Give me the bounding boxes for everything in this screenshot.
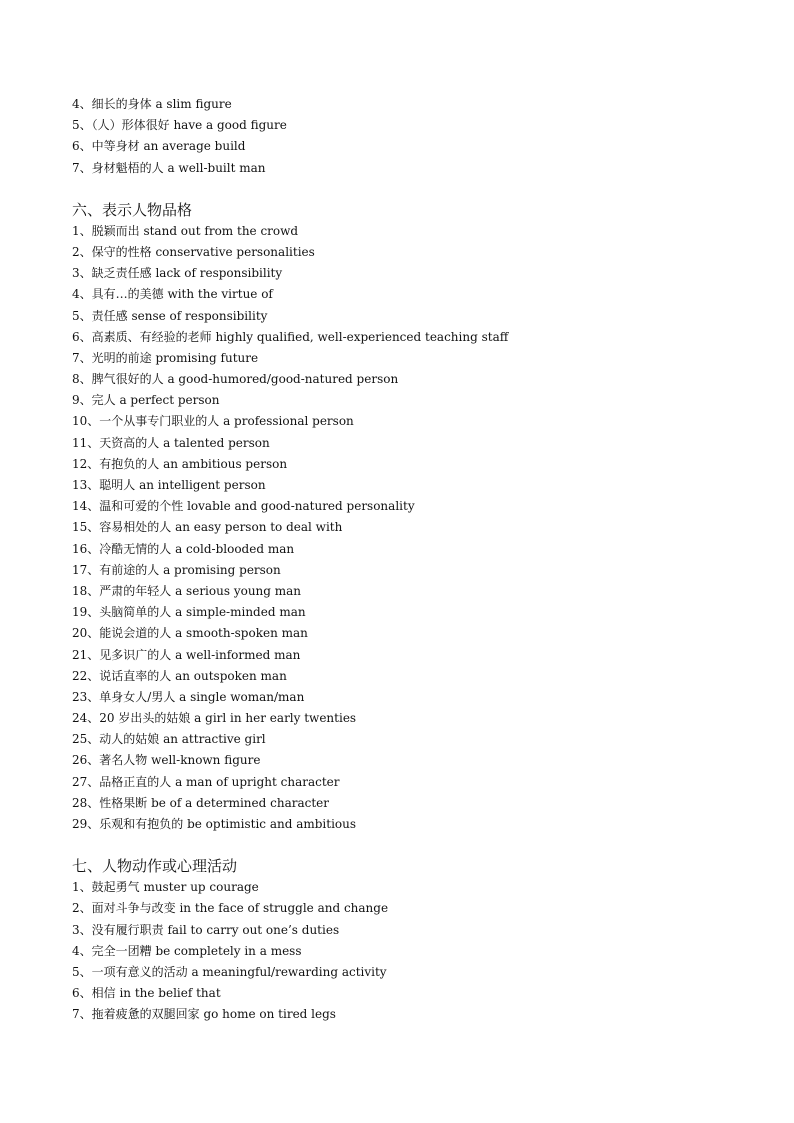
section7-heading: 七、人物动作或心理活动	[72, 857, 238, 876]
list-item: 4、完全一团糟 be completely in a mess	[72, 943, 302, 958]
list-item: 7、光明的前途 promising future	[72, 350, 259, 365]
list-item: 12、有抱负的人 an ambitious person	[72, 456, 288, 471]
list-item: 11、天资高的人 a talented person	[72, 435, 270, 450]
list-item: 3、没有履行职责 fail to carry out one’s duties	[72, 922, 340, 937]
list-item: 6、高素质、有经验的老师 highly qualified, well-experienced teaching staff	[72, 329, 509, 344]
list-item: 6、相信 in the belief that	[72, 986, 221, 1001]
list-item: 7、拖着疲惫的双腿回家 go home on tired legs	[72, 1007, 336, 1022]
list-item: 20、能说会道的人 a smooth-spoken man	[72, 626, 308, 641]
list-item: 9、完人 a perfect person	[72, 393, 220, 408]
list-item: 18、严肃的年轻人 a serious young man	[72, 583, 302, 598]
list-item: 16、冷酷无情的人 a cold-blooded man	[72, 541, 295, 556]
list-item: 4、具有…的美德 with the virtue of	[72, 287, 273, 302]
list-item: 4、细长的身体 a slim figure	[72, 97, 232, 111]
section-spacer	[72, 179, 732, 199]
list-item: 3、缺乏责任感 lack of responsibility	[72, 266, 283, 281]
list-item: 28、性格果断 be of a determined character	[72, 795, 329, 810]
list-item: 13、聪明人 an intelligent person	[72, 478, 266, 492]
list-item: 7、身材魁梧的人 a well-built man	[72, 160, 266, 175]
list-item: 6、中等身材 an average build	[72, 139, 246, 154]
list-item: 14、温和可爱的个性 lovable and good-natured personality	[72, 499, 415, 514]
list-item: 17、有前途的人 a promising person	[72, 562, 281, 577]
list-item: 21、见多识广的人 a well-informed man	[72, 647, 301, 662]
list-item: 8、脾气很好的人 a good-humored/good-natured person	[72, 372, 399, 387]
list-item: 27、品格正直的人 a man of upright character	[72, 774, 340, 789]
list-item: 26、著名人物 well-known figure	[72, 753, 261, 768]
list-item: 1、脱颖而出 stand out from the crowd	[72, 223, 299, 238]
list-item: 22、说话直率的人 an outspoken man	[72, 668, 287, 683]
list-item: 2、面对斗争与改变 in the face of struggle and change	[72, 901, 389, 916]
list-item: 19、头脑简单的人 a simple-minded man	[72, 605, 306, 620]
list-item: 10、一个从事专门职业的人 a professional person	[72, 414, 354, 429]
section5-list	[72, 94, 732, 179]
section6-list	[72, 221, 732, 835]
list-item: 5、（人）形体很好 have a good figure	[72, 118, 287, 133]
list-item: 2、保守的性格 conservative personalities	[72, 244, 315, 259]
section7-list	[72, 877, 732, 1025]
list-item: 25、动人的姑娘 an attractive girl	[72, 732, 266, 747]
list-item: 5、责任感 sense of responsibility	[72, 308, 268, 323]
list-item: 1、鼓起勇气 muster up courage	[72, 880, 259, 895]
list-item: 24、20 岁出头的姑娘 a girl in her early twenties	[72, 711, 357, 726]
section-spacer	[72, 835, 732, 855]
section6-heading: 六、表示人物品格	[72, 200, 193, 219]
list-item: 23、单身女人/男人 a single woman/man	[72, 689, 305, 704]
document-page	[72, 94, 732, 1026]
list-item: 15、容易相处的人 an easy person to deal with	[72, 520, 343, 535]
list-item: 5、一项有意义的活动 a meaningful/rewarding activity	[72, 964, 387, 979]
list-item: 29、乐观和有抱负的 be optimistic and ambitious	[72, 817, 357, 831]
